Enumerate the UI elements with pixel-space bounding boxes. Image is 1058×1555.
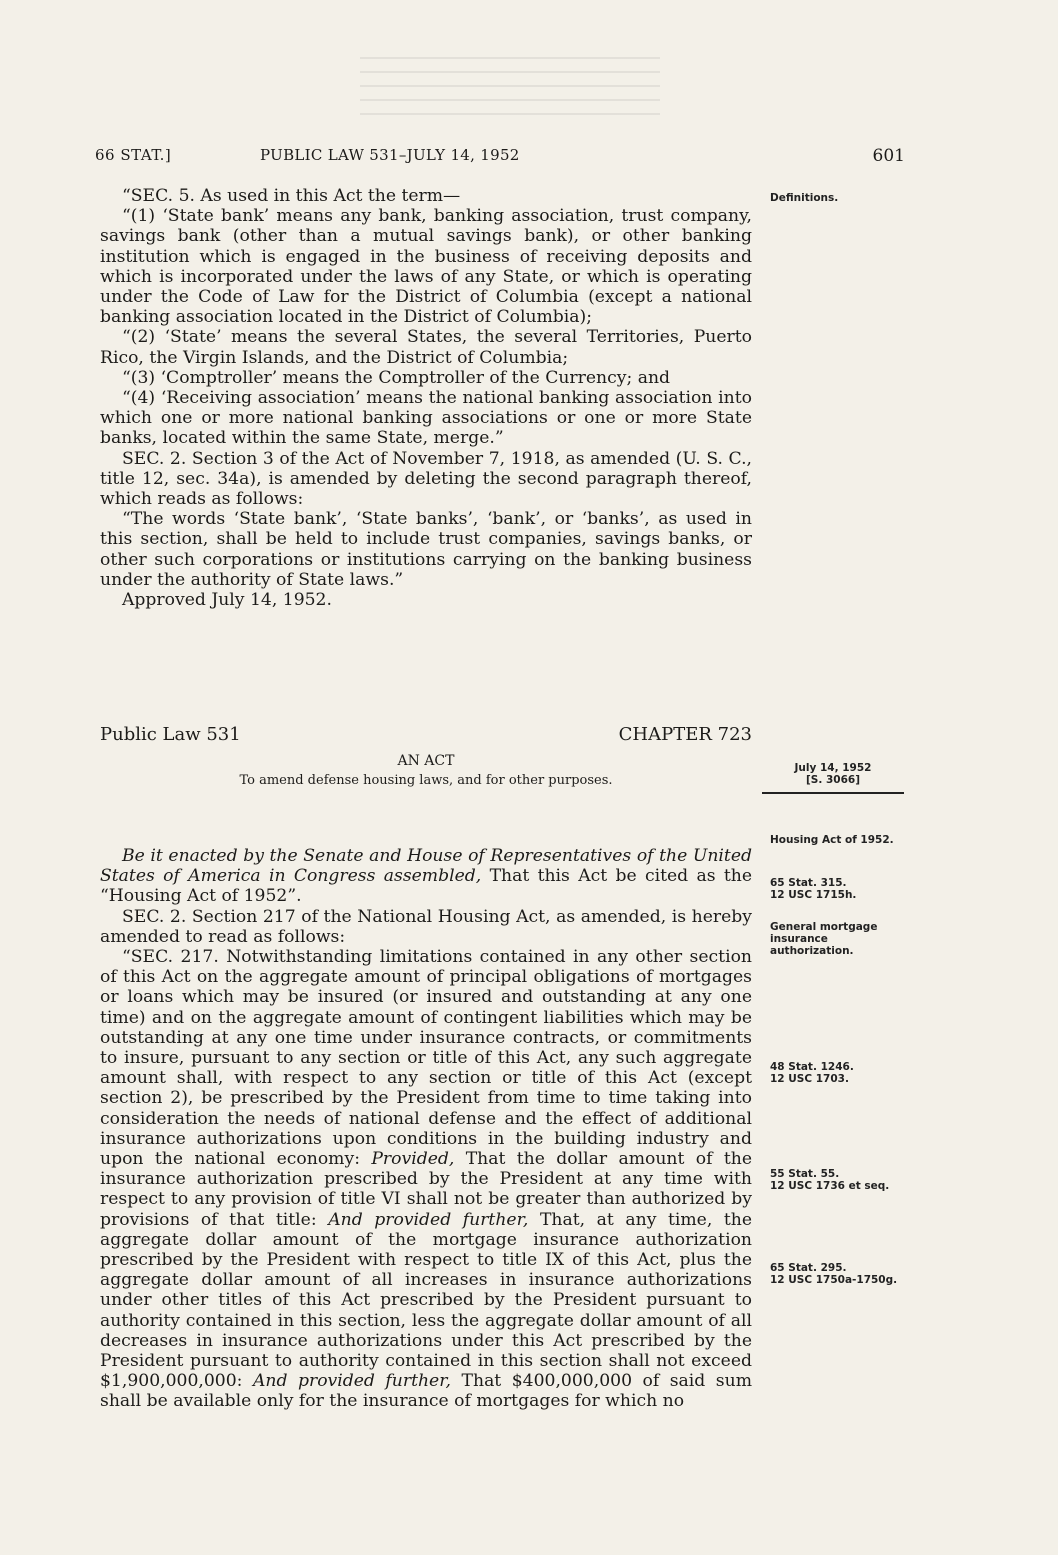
paragraph: “(3) ‘Comptroller’ means the Comptroller of the Currency; and bbox=[122, 367, 671, 388]
paragraph: “(2) ‘State’ means the several States, the several Territories, Puerto Rico, the Virgin Islands, and the District of Columbia; bbox=[100, 327, 752, 368]
text-run: That $400,000,000 of said sum shall be available only for the insurance of mortgages for which no bbox=[100, 1371, 752, 1412]
text-run: “SEC. 217. Notwithstanding limitations contained in any other section of this Act on the aggregate amount of principal obligations of mortgages or loans which may be insured (or insured and outstanding at any one time) and on the aggregate amount of contingent liabilities which may be outstanding at any one time under insurance contracts, or commitments to insure, pursuant to any section or title of this Act, any such aggregate amount shall, with respect to any section or title of this Act (except section 2), be prescribed by the President from time to time taking into consideration the needs of national defense and the effect of additional insurance authorizations upon conditions in the building industry and upon the national economy: bbox=[100, 947, 752, 1170]
approval-line: Approved July 14, 1952. bbox=[122, 590, 332, 611]
margin-note-housing-act: Housing Act of 1952. bbox=[770, 834, 894, 846]
enacting-clause bbox=[100, 846, 752, 907]
enactment-date: July 14, 1952 bbox=[794, 762, 872, 774]
paragraph: “(4) ‘Receiving association’ means the national banking association into which one or more national banking associations or one or more State banks, located within the same State, merge.” bbox=[100, 388, 752, 449]
citation-line: 65 Stat. 315. bbox=[770, 877, 847, 889]
proviso: And provided further, bbox=[328, 1209, 529, 1230]
margin-note-citation bbox=[770, 1168, 900, 1192]
text-run: That, at any time, the aggregate dollar amount of the mortgage insurance authorization prescribed by the President with respect to title IX of this Act, plus the aggregate dollar amount of all increases in insurance authorizations under other titles of this Act prescribed by the President pursuant to authority contained in this section, less the aggregate dollar amount of all decreases in insurance authorizations under this Act prescribed by the President pursuant to authority contained in this section shall not exceed $1,900,000,000: bbox=[100, 1209, 753, 1392]
act-purpose: To amend defense housing laws, and for other purposes. bbox=[239, 773, 613, 788]
enacting-formula: Be it enacted by the Senate and House of Representatives of the United States of America in Congress assembled, bbox=[100, 846, 752, 887]
margin-note-definitions: Definitions. bbox=[770, 192, 839, 204]
paragraph: “SEC. 5. As used in this Act the term— bbox=[122, 186, 461, 206]
section-5-definitions bbox=[100, 186, 752, 610]
housing-act-text bbox=[100, 846, 752, 1412]
margin-note-general-authorization: General mortgage insurance authorization. bbox=[770, 921, 878, 957]
paragraph: SEC. 2. Section 217 of the National Housing Act, as amended, is hereby amended to read as follows: bbox=[100, 906, 752, 947]
running-title: PUBLIC LAW 531–JULY 14, 1952 bbox=[260, 146, 520, 164]
citation-line: 12 USC 1703. bbox=[770, 1073, 849, 1085]
margin-note-citation bbox=[770, 877, 910, 901]
margin-note-citation bbox=[770, 1061, 910, 1085]
text-run: That the dollar amount of the insurance authorization prescribed by the President at any time with respect to any provision of title VI shall not be greater than authorized by provisions of that title: bbox=[100, 1149, 752, 1230]
citation-line: 12 USC 1736 et seq. bbox=[770, 1180, 890, 1192]
short-title-clause: That this Act be cited as the “Housing Act of 1952”. bbox=[100, 866, 752, 907]
paragraph: “(1) ‘State bank’ means any bank, banking association, trust company, savings bank (other than a mutual savings bank), or other banking institution which is engaged in the business of receiving deposits and which is incorporated under the laws of any State, or which is operating under the Code of Law for the District of Columbia (except a national banking association located in the District of Columbia); bbox=[100, 206, 752, 328]
public-law-number: Public Law 531 bbox=[100, 724, 241, 745]
margin-note-date bbox=[762, 762, 904, 786]
citation-line: 55 Stat. 55. bbox=[770, 1168, 840, 1180]
chapter-number: CHAPTER 723 bbox=[618, 724, 752, 745]
citation-line: 12 USC 1750a-1750g. bbox=[770, 1274, 898, 1286]
margin-note-citation bbox=[770, 1262, 900, 1286]
section-217-text bbox=[100, 947, 752, 1412]
citation-line: 48 Stat. 1246. bbox=[770, 1061, 854, 1073]
act-title: AN ACT bbox=[397, 753, 455, 769]
page-number: 601 bbox=[872, 146, 905, 166]
paragraph: “The words ‘State bank’, ‘State banks’, ‘bank’, or ‘banks’, as used in this section, shall be held to include trust companies, savings banks, or other such corporations or institutions carrying on the banking business under the authority of State laws.” bbox=[100, 509, 752, 590]
margin-rule bbox=[762, 792, 904, 794]
volume-reference: 66 STAT.] bbox=[95, 146, 172, 164]
proviso: Provided, bbox=[371, 1149, 455, 1170]
citation-line: 12 USC 1715h. bbox=[770, 889, 857, 901]
bleed-through-text bbox=[360, 55, 660, 115]
bill-number: [S. 3066] bbox=[805, 774, 861, 786]
chapter-heading bbox=[100, 724, 752, 748]
page-header bbox=[95, 146, 905, 170]
proviso: And provided further, bbox=[252, 1371, 452, 1392]
paragraph: SEC. 2. Section 3 of the Act of November 7, 1918, as amended (U. S. C., title 12, sec. 34a), is amended by deleting the second paragraph thereof, which reads as follows: bbox=[100, 448, 752, 510]
citation-line: 65 Stat. 295. bbox=[770, 1262, 847, 1274]
